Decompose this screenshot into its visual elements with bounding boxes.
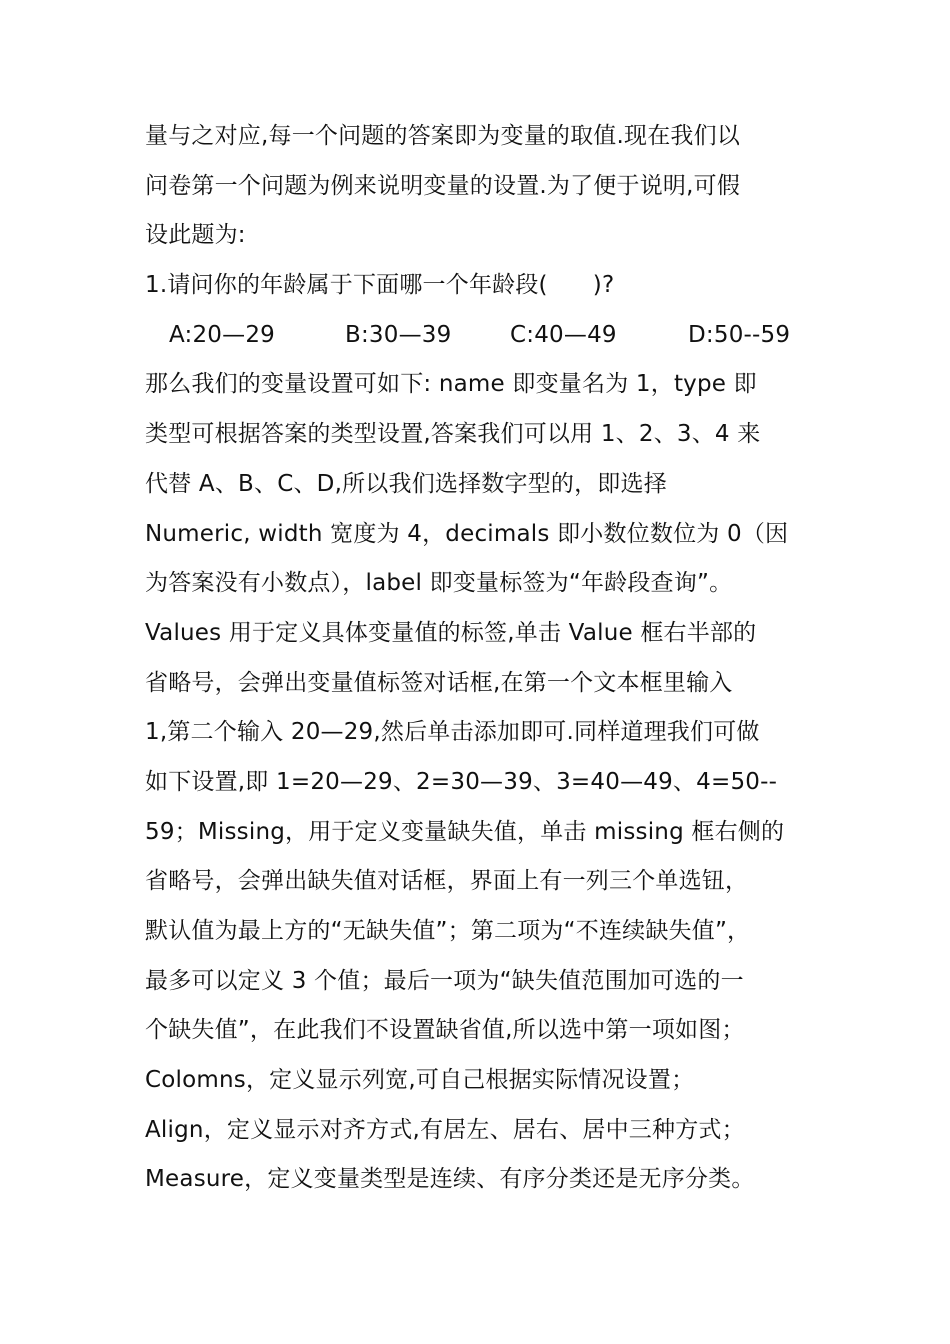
text-line: 59；Missing，用于定义变量缺失值，单击 missing 框右侧的	[145, 818, 785, 845]
option-c: C:40—49	[510, 321, 617, 348]
text-line: 省略号，会弹出变量值标签对话框,在第一个文本框里输入	[145, 669, 733, 696]
text-line: Measure，定义变量类型是连续、有序分类还是无序分类。	[145, 1166, 755, 1193]
text-line: Values 用于定义具体变量值的标签,单击 Value 框右半部的	[145, 619, 757, 646]
text-line: Colomns，定义显示列宽,可自己根据实际情况设置；	[145, 1067, 695, 1094]
text-line: 最多可以定义 3 个值；最后一项为“缺失值范围加可选的一	[145, 967, 744, 994]
text-line: 如下设置,即 1=20—29、2=30—39、3=40—49、4=50--	[145, 768, 778, 795]
text-line: 那么我们的变量设置可如下: name 即变量名为 1，type 即	[145, 371, 757, 398]
answer-options	[145, 311, 825, 361]
text-line: 设此题为:	[145, 222, 246, 249]
option-a: A:20—29	[169, 321, 276, 348]
question-line: 1.请问你的年龄属于下面哪一个年龄段( )?	[145, 272, 615, 299]
option-d: D:50--59	[688, 321, 791, 348]
text-line: Numeric, width 宽度为 4，decimals 即小数位数位为 0（因	[145, 520, 789, 547]
text-line: 1,第二个输入 20—29,然后单击添加即可.同样道理我们可做	[145, 719, 760, 746]
text-line: 为答案没有小数点），label 即变量标签为“年龄段查询”。	[145, 570, 733, 597]
text-line: 代替 A、B、C、D,所以我们选择数字型的，即选择	[145, 470, 667, 497]
text-line: 类型可根据答案的类型设置,答案我们可以用 1、2、3、4 来	[145, 421, 761, 448]
text-line: 省略号，会弹出缺失值对话框，界面上有一列三个单选钮，	[145, 868, 749, 895]
text-line: 问卷第一个问题为例来说明变量的设置.为了便于说明,可假	[145, 172, 741, 199]
text-line: 量与之对应,每一个问题的答案即为变量的取值.现在我们以	[145, 123, 741, 149]
option-b: B:30—39	[345, 321, 452, 348]
body-text	[145, 112, 825, 1205]
text-line: 默认值为最上方的“无缺失值”；第二项为“不连续缺失值”，	[145, 918, 751, 944]
text-line: Align，定义显示对齐方式,有居左、居右、居中三种方式；	[145, 1116, 745, 1143]
text-line: 个缺失值”，在此我们不设置缺省值,所以选中第一项如图；	[145, 1017, 745, 1044]
